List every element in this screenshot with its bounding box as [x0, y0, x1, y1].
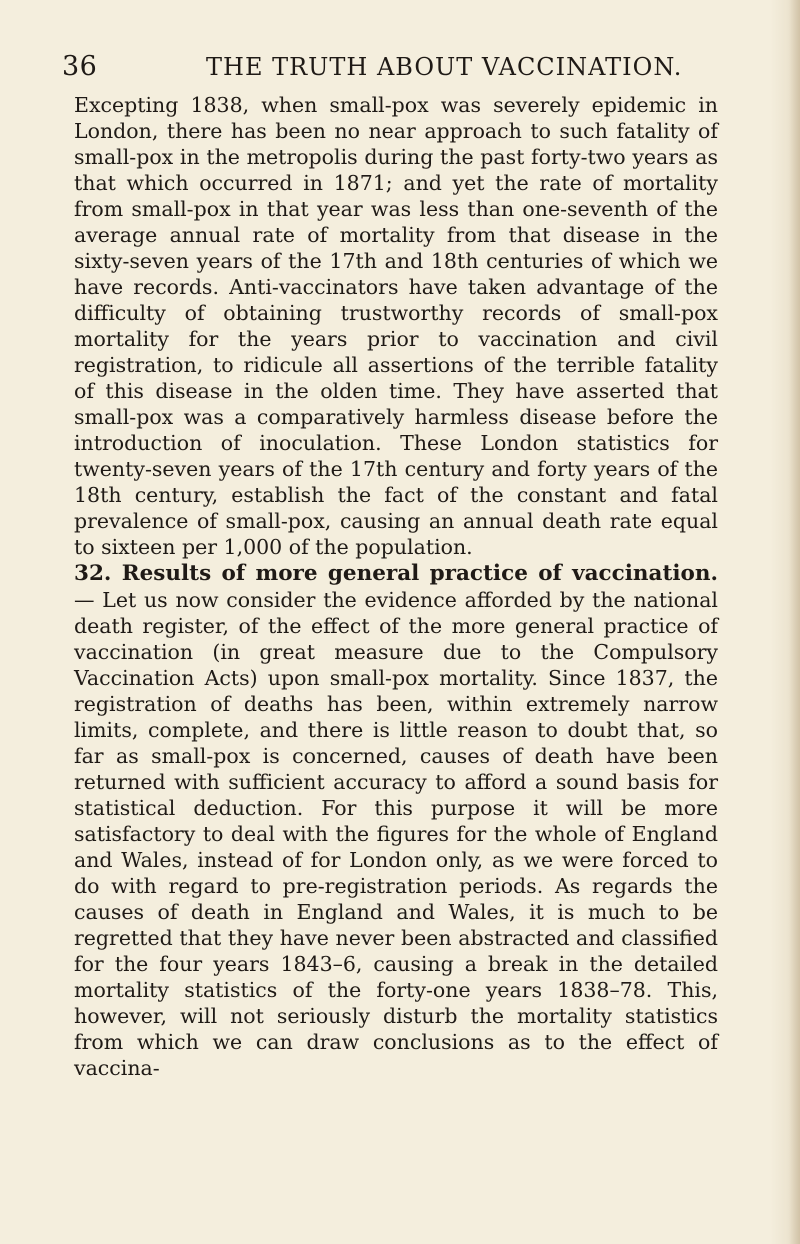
running-head	[62, 50, 712, 84]
section-heading: 32. Results of more general practice of vaccination.	[74, 561, 718, 586]
section-dash: —	[74, 588, 95, 612]
body-text	[74, 92, 718, 1081]
paragraph-2	[74, 560, 718, 1081]
paragraph-1: Excepting 1838, when small-pox was severely epidemic in London, there has been no near approach to such fatality of small-pox in the metropolis during the past forty-two years as that which occurred in 1871; and yet the rate of mortality from small-pox in that year was less than one-seventh of the average annual rate of mortality from that disease in the sixty-seven years of the 17th and 18th centuries of which we have records. Anti-vaccinators have taken advantage of the difficulty of obtaining trustworthy records of small-pox mortality for the years prior to vaccination and civil registration, to ridicule all assertions of the terrible fatality of this disease in the olden time. They have asserted that small-pox was a comparatively harmless disease before the introduction of inoculation. These London statistics for twenty-seven years of the 17th century and forty years of the 18th century, establish the fact of the constant and fatal prevalence of small-pox, causing an annual death rate equal to sixteen per 1,000 of the population.	[74, 93, 718, 559]
running-title: THE TRUTH ABOUT VACCINATION.	[206, 53, 683, 81]
page-edge-shadow	[788, 0, 800, 1244]
paragraph-2-text: Let us now consider the evidence afforded by the national death register, of the effect of the more general practice of vaccination (in great measure due to the Compulsory Vaccination Acts) upon small-pox mortality. Since 1837, the registration of deaths has been, within extremely narrow limits, complete, and there is little reason to doubt that, so far as small-pox is concerned, causes of death have been returned with sufficient accuracy to afford a sound basis for statistical deduction. For this purpose it will be more satisfactory to deal with the figures for the whole of England and Wales, instead of for London only, as we were forced to do with regard to pre-registration periods. As regards the causes of death in England and Wales, it is much to be regretted that they have never been abstracted and classified for the four years 1843–6, causing a break in the detailed mortality statistics of the forty-one years 1838–78. This, however, will not seriously disturb the mortality statistics from which we can draw conclusions as to the effect of vaccina-	[74, 588, 718, 1080]
page-number: 36	[62, 51, 98, 82]
